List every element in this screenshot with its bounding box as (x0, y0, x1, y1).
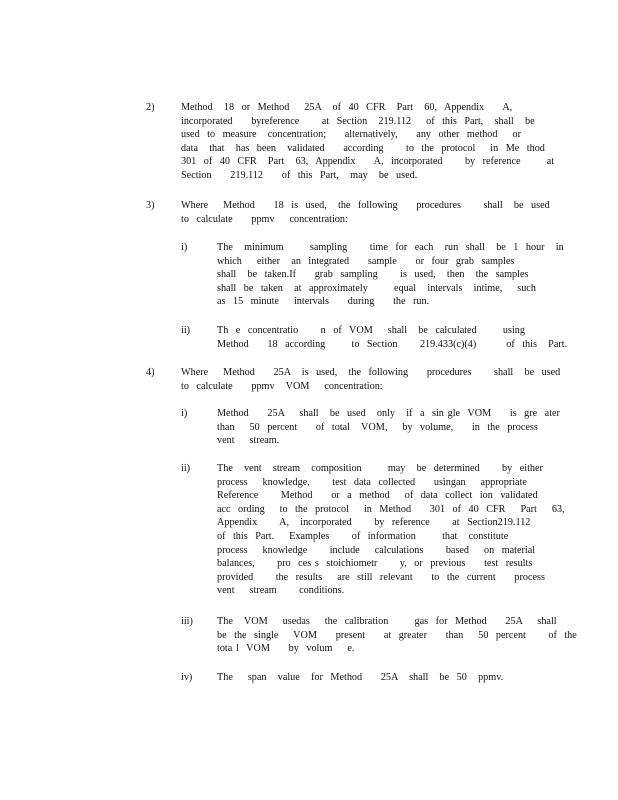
text-line: Th e concentratio n of VOM shall be calculated using (217, 325, 525, 336)
subitem-number: iii) (181, 616, 193, 627)
text-line: to calculate ppmv VOM concentration: (181, 380, 383, 392)
text-line: process knowledge, test data collected usingan appropriate (217, 476, 527, 488)
text-line: be the single VOM present at greater than 50 percent of the (217, 629, 577, 641)
text-line: acc ording to the protocol in Method 301 of 40 CFR Part 63, (217, 503, 565, 515)
subitem-number: i) (181, 242, 188, 253)
text-line: Reference Method or a method of data collect ion validated (217, 490, 538, 502)
text-line: than 50 percent of total VOM, by volume, in the process (217, 421, 538, 433)
text-line: tota l VOM by volum e. (217, 643, 355, 655)
text-line: The VOM usedas the calibration gas for Method 25A shall (217, 616, 557, 627)
text-line: data that has been validated according to the protocol in Me thod (181, 142, 545, 154)
subitem-number: iv) (181, 672, 193, 683)
item-number: 3) (146, 200, 155, 211)
subitem-number: i) (181, 408, 188, 419)
text-line: Where Method 25A is used, the following procedures shall be used (181, 367, 561, 378)
text-line: of this Part. Examples of information that constitute (217, 530, 509, 542)
text-line: 301 of 40 CFR Part 63, Appendix A, incorporated by reference at (181, 156, 555, 168)
subitem-number: ii) (181, 325, 191, 336)
subitem-text (217, 324, 567, 351)
text-line: Method 18 according to Section 219.433(c)(4) of this Part. (217, 338, 568, 350)
text-line: process knowledge include calculations based on material (217, 544, 536, 556)
text-line: which either an integrated sample or four grab samples (217, 255, 515, 267)
text-line: vent stream. (217, 435, 280, 447)
subitem-text (217, 462, 565, 598)
item-text (181, 199, 550, 226)
text-line: shall be taken at approximately equal intervals intime, such (217, 282, 536, 294)
text-line: shall be taken.If grab sampling is used, then the samples (217, 269, 529, 281)
text-line: vent stream conditions. (217, 585, 345, 597)
text-line: Appendix A, incorporated by reference at Section219.112 (217, 517, 531, 529)
text-line: incorporated byreference at Section 219.112 of this Part, shall be (181, 115, 535, 127)
subitem-text (217, 615, 577, 656)
subitem-number: ii) (181, 463, 191, 474)
text-line: The span value for Method 25A shall be 50 ppmv. (217, 672, 504, 683)
text-line: Section 219.112 of this Part, may be used. (181, 169, 418, 181)
text-line: used to measure concentration; alternatively, any other method or (181, 129, 521, 141)
text-line: balances, pro ces s stoichiometr y, or previous test results (217, 558, 533, 570)
subitem-text (217, 407, 560, 448)
text-line: to calculate ppmv concentration: (181, 213, 348, 225)
subitem-text (217, 241, 564, 309)
subitem-text (217, 671, 503, 685)
text-line: Method 25A shall be used only if a sin gle VOM is gre ater (217, 408, 560, 419)
text-line: The vent stream composition may be determined by either (217, 463, 543, 474)
text-line: The minimum sampling time for each run shall be 1 hour in (217, 242, 564, 253)
text-line: Method 18 or Method 25A of 40 CFR Part 60, Appendix A, (181, 102, 513, 113)
item-text (181, 366, 560, 393)
item-text (181, 101, 554, 183)
text-line: provided the results are still relevant to the current process (217, 571, 545, 583)
text-line: as 15 minute intervals during the run. (217, 296, 430, 308)
item-number: 2) (146, 102, 155, 113)
text-line: Where Method 18 is used, the following procedures shall be used (181, 200, 550, 211)
item-number: 4) (146, 367, 155, 378)
